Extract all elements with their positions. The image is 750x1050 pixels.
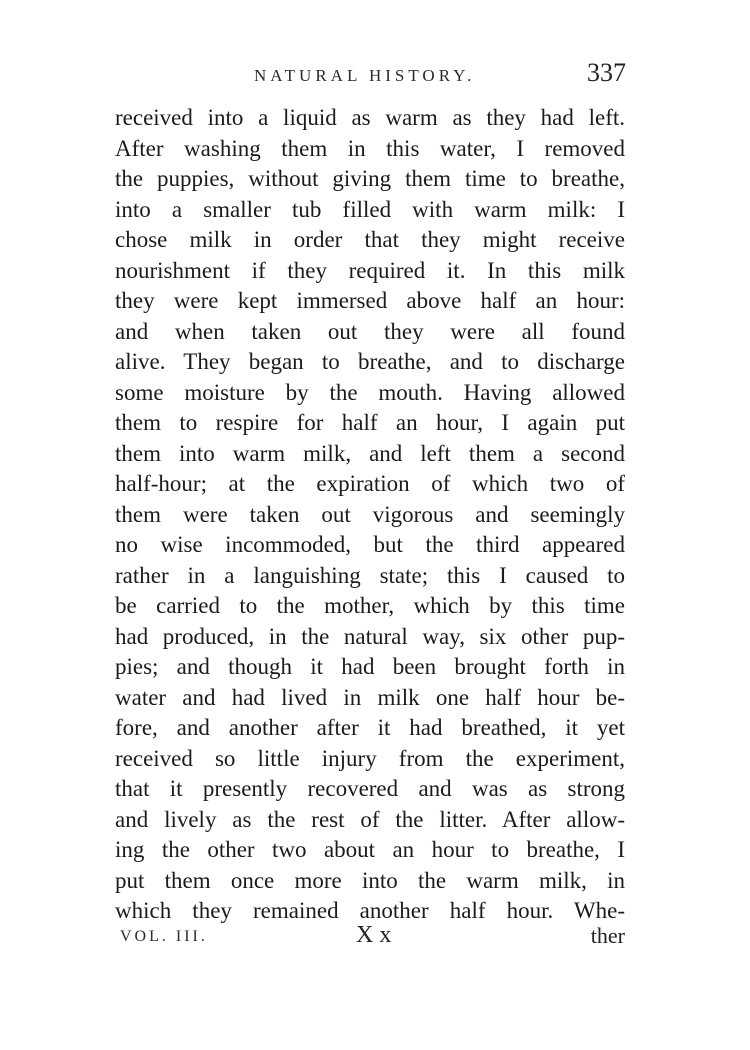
text-line: no wise incommoded, but the third appeared <box>115 532 625 557</box>
text-line: and lively as the rest of the litter. After allow- <box>115 806 625 832</box>
text-line: fore, and another after it had breathed, it yet <box>115 715 625 740</box>
text-line: into a smaller tub filled with warm milk: I <box>115 196 625 222</box>
text-line: half-hour; at the expiration of which two of <box>115 471 625 496</box>
text-line: them into warm milk, and left them a second <box>115 440 625 466</box>
text-line: alive. They began to breathe, and to discharge <box>115 349 625 374</box>
text-line: that it presently recovered and was as strong <box>115 776 625 801</box>
text-line: received so little injury from the experiment, <box>115 745 625 771</box>
text-line: which they remained another half hour. Whe- <box>115 898 625 923</box>
volume-marker: VOL. III. <box>120 928 208 945</box>
catchword: ther <box>590 923 625 948</box>
text-line: them to respire for half an hour, I again put <box>115 410 625 435</box>
page-footer <box>120 922 625 952</box>
text-line: nourishment if they required it. In this milk <box>115 257 625 283</box>
page-number: 337 <box>587 58 626 87</box>
text-line: pies; and though it had been brought forth in <box>115 654 625 679</box>
running-head <box>118 58 626 92</box>
text-line: had produced, in the natural way, six other pup- <box>115 623 625 649</box>
text-line: chose milk in order that they might receive <box>115 227 625 252</box>
text-line: received into a liquid as warm as they had left. <box>115 105 625 130</box>
text-line: them were taken out vigorous and seemingly <box>115 501 625 527</box>
text-line: be carried to the mother, which by this time <box>115 593 625 618</box>
text-line: rather in a languishing state; this I caused to <box>115 562 625 588</box>
text-line: After washing them in this water, I removed <box>115 135 625 161</box>
text-line: the puppies, without giving them time to breathe, <box>115 166 625 191</box>
running-title: NATURAL HISTORY. <box>254 66 476 85</box>
text-line: water and had lived in milk one half hour be- <box>115 684 625 710</box>
signature-mark: X x <box>356 922 392 948</box>
text-line: and when taken out they were all found <box>115 318 625 344</box>
text-line: put them once more into the warm milk, in <box>115 867 625 893</box>
text-line: they were kept immersed above half an hour: <box>115 288 625 313</box>
text-line: ing the other two about an hour to breathe, I <box>115 837 625 862</box>
text-line: some moisture by the mouth. Having allowed <box>115 379 625 405</box>
body-text <box>115 103 625 927</box>
